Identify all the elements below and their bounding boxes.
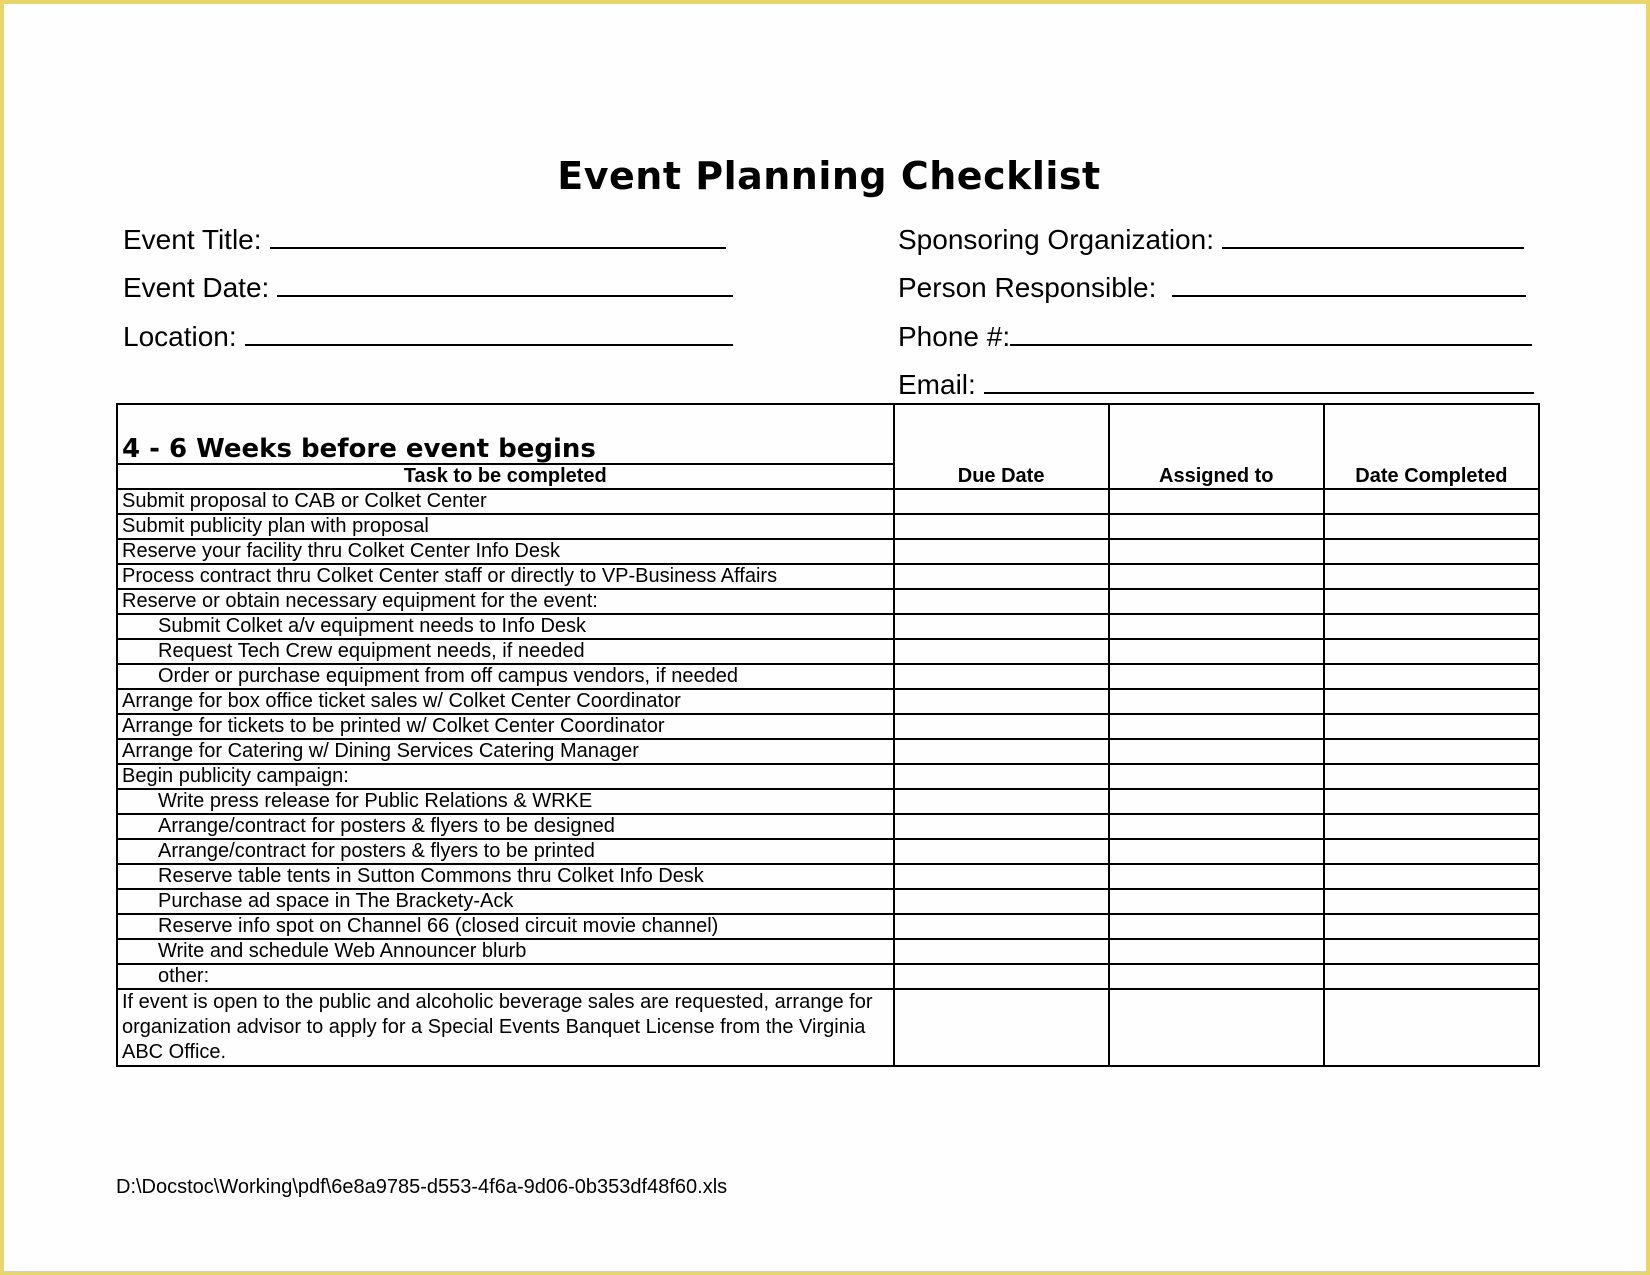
table-row-final: [117, 989, 1539, 1066]
file-path-footer: D:\Docstoc\Working\pdf\6e8a9785-d553-4f6a-9d06-0b353df48f60.xls: [116, 1176, 728, 1198]
column-header-due-date: Due Date: [894, 464, 1109, 489]
task-text: Reserve your facility thru Colket Center Info Desk: [117, 539, 894, 564]
assigned-to-cell[interactable]: [1109, 514, 1324, 539]
assigned-to-cell[interactable]: [1109, 589, 1324, 614]
table-row: [117, 539, 1539, 564]
assigned-to-cell[interactable]: [1109, 714, 1324, 739]
task-text: Reserve info spot on Channel 66 (closed circuit movie channel): [117, 914, 894, 939]
due-date-cell[interactable]: [894, 714, 1109, 739]
event-title-field[interactable]: [123, 223, 726, 257]
due-date-cell[interactable]: [894, 889, 1109, 914]
task-text: Submit Colket a/v equipment needs to Info Desk: [117, 614, 894, 639]
sponsoring-org-line[interactable]: [1222, 223, 1524, 249]
table-row: [117, 589, 1539, 614]
assigned-to-cell[interactable]: [1109, 764, 1324, 789]
section-row: [117, 404, 1539, 464]
date-completed-cell[interactable]: [1324, 614, 1539, 639]
event-date-field[interactable]: [123, 271, 733, 305]
task-text: Arrange/contract for posters & flyers to be designed: [117, 814, 894, 839]
table-row: [117, 639, 1539, 664]
due-date-cell[interactable]: [894, 964, 1109, 989]
table-row: [117, 664, 1539, 689]
email-label: Email:: [898, 369, 976, 400]
date-completed-cell[interactable]: [1324, 539, 1539, 564]
assigned-to-cell[interactable]: [1109, 614, 1324, 639]
location-line[interactable]: [245, 320, 733, 346]
task-text: Begin publicity campaign:: [117, 764, 894, 789]
task-text: Arrange for box office ticket sales w/ Colket Center Coordinator: [117, 689, 894, 714]
assigned-to-cell[interactable]: [1109, 989, 1324, 1066]
task-text: Purchase ad space in The Brackety-Ack: [117, 889, 894, 914]
task-text: Submit publicity plan with proposal: [117, 514, 894, 539]
table-row: [117, 839, 1539, 864]
table-row: [117, 914, 1539, 939]
assigned-to-cell[interactable]: [1109, 889, 1324, 914]
task-text: Request Tech Crew equipment needs, if needed: [117, 639, 894, 664]
table-row: [117, 614, 1539, 639]
location-label: Location:: [123, 321, 237, 352]
task-text: Process contract thru Colket Center staff or directly to VP-Business Affairs: [117, 564, 894, 589]
date-completed-cell[interactable]: [1324, 789, 1539, 814]
table-row: [117, 564, 1539, 589]
assigned-to-cell[interactable]: [1109, 639, 1324, 664]
due-date-cell[interactable]: [894, 864, 1109, 889]
assigned-to-cell[interactable]: [1109, 689, 1324, 714]
assigned-to-cell[interactable]: [1109, 564, 1324, 589]
date-completed-cell[interactable]: [1324, 664, 1539, 689]
column-header-date-completed: Date Completed: [1324, 464, 1539, 489]
due-date-header-blank: [894, 404, 1109, 464]
date-completed-cell[interactable]: [1324, 589, 1539, 614]
table-row: [117, 814, 1539, 839]
table-row: [117, 789, 1539, 814]
table-row: [117, 964, 1539, 989]
date-completed-cell[interactable]: [1324, 564, 1539, 589]
due-date-cell[interactable]: [894, 689, 1109, 714]
date-completed-cell[interactable]: [1324, 689, 1539, 714]
table-row: [117, 764, 1539, 789]
due-date-cell[interactable]: [894, 989, 1109, 1066]
table-row: [117, 689, 1539, 714]
location-field[interactable]: [123, 320, 733, 354]
event-date-label: Event Date:: [123, 272, 270, 303]
assigned-to-cell[interactable]: [1109, 864, 1324, 889]
task-text: Submit proposal to CAB or Colket Center: [117, 489, 894, 514]
assigned-to-cell[interactable]: [1109, 539, 1324, 564]
phone-field[interactable]: [898, 320, 1532, 354]
due-date-cell[interactable]: [894, 664, 1109, 689]
email-field[interactable]: [898, 368, 1534, 402]
page-title: Event Planning Checklist: [557, 154, 1101, 198]
date-completed-cell[interactable]: [1324, 489, 1539, 514]
task-text: If event is open to the public and alcoholic beverage sales are requested, arrange for organization advisor to apply for a Special Events Banquet License from the Virginia ABC Office.: [117, 989, 894, 1066]
due-date-cell[interactable]: [894, 514, 1109, 539]
task-text: Reserve table tents in Sutton Commons thru Colket Info Desk: [117, 864, 894, 889]
column-header-row: [117, 464, 1539, 489]
task-text: Reserve or obtain necessary equipment for the event:: [117, 589, 894, 614]
date-completed-cell[interactable]: [1324, 764, 1539, 789]
table-row: [117, 864, 1539, 889]
column-header-assigned-to: Assigned to: [1109, 464, 1324, 489]
due-date-cell[interactable]: [894, 539, 1109, 564]
event-title-line[interactable]: [270, 223, 726, 249]
due-date-cell[interactable]: [894, 789, 1109, 814]
assigned-to-cell[interactable]: [1109, 489, 1324, 514]
section-title: 4 - 6 Weeks before event begins: [117, 404, 894, 464]
due-date-cell[interactable]: [894, 739, 1109, 764]
phone-line[interactable]: [1010, 320, 1532, 346]
assigned-to-cell[interactable]: [1109, 914, 1324, 939]
date-completed-cell[interactable]: [1324, 914, 1539, 939]
event-date-line[interactable]: [277, 271, 733, 297]
task-text: Arrange/contract for posters & flyers to be printed: [117, 839, 894, 864]
assigned-header-blank: [1109, 404, 1324, 464]
assigned-to-cell[interactable]: [1109, 839, 1324, 864]
date-completed-cell[interactable]: [1324, 939, 1539, 964]
due-date-cell[interactable]: [894, 914, 1109, 939]
task-text: Arrange for tickets to be printed w/ Colket Center Coordinator: [117, 714, 894, 739]
completed-header-blank: [1324, 404, 1539, 464]
task-text: Arrange for Catering w/ Dining Services Catering Manager: [117, 739, 894, 764]
date-completed-cell[interactable]: [1324, 989, 1539, 1066]
table-row: [117, 714, 1539, 739]
assigned-to-cell[interactable]: [1109, 939, 1324, 964]
due-date-cell[interactable]: [894, 939, 1109, 964]
sponsoring-org-field[interactable]: [898, 223, 1524, 257]
assigned-to-cell[interactable]: [1109, 789, 1324, 814]
table-row: [117, 889, 1539, 914]
date-completed-cell[interactable]: [1324, 514, 1539, 539]
task-text: Order or purchase equipment from off campus vendors, if needed: [117, 664, 894, 689]
due-date-cell[interactable]: [894, 614, 1109, 639]
table-row: [117, 739, 1539, 764]
due-date-cell[interactable]: [894, 839, 1109, 864]
column-header-task: Task to be completed: [117, 464, 894, 489]
date-completed-cell[interactable]: [1324, 714, 1539, 739]
due-date-cell[interactable]: [894, 814, 1109, 839]
person-responsible-field[interactable]: [898, 271, 1526, 305]
table-row: [117, 489, 1539, 514]
date-completed-cell[interactable]: [1324, 814, 1539, 839]
assigned-to-cell[interactable]: [1109, 664, 1324, 689]
due-date-cell[interactable]: [894, 764, 1109, 789]
date-completed-cell[interactable]: [1324, 639, 1539, 664]
phone-label: Phone #:: [898, 321, 1011, 352]
date-completed-cell[interactable]: [1324, 739, 1539, 764]
assigned-to-cell[interactable]: [1109, 964, 1324, 989]
email-line[interactable]: [984, 368, 1534, 394]
table-row: [117, 514, 1539, 539]
date-completed-cell[interactable]: [1324, 864, 1539, 889]
task-text: other:: [117, 964, 894, 989]
date-completed-cell[interactable]: [1324, 839, 1539, 864]
due-date-cell[interactable]: [894, 489, 1109, 514]
assigned-to-cell[interactable]: [1109, 814, 1324, 839]
date-completed-cell[interactable]: [1324, 964, 1539, 989]
table-row: [117, 939, 1539, 964]
sponsoring-org-label: Sponsoring Organization:: [898, 224, 1214, 255]
task-text: Write press release for Public Relations & WRKE: [117, 789, 894, 814]
checklist-table: [116, 403, 1540, 1067]
assigned-to-cell[interactable]: [1109, 739, 1324, 764]
person-responsible-label: Person Responsible:: [898, 272, 1157, 303]
task-rows: [117, 489, 1539, 989]
date-completed-cell[interactable]: [1324, 889, 1539, 914]
task-text: Write and schedule Web Announcer blurb: [117, 939, 894, 964]
due-date-cell[interactable]: [894, 589, 1109, 614]
due-date-cell[interactable]: [894, 564, 1109, 589]
person-responsible-line[interactable]: [1172, 271, 1526, 297]
event-title-label: Event Title:: [123, 224, 262, 255]
due-date-cell[interactable]: [894, 639, 1109, 664]
